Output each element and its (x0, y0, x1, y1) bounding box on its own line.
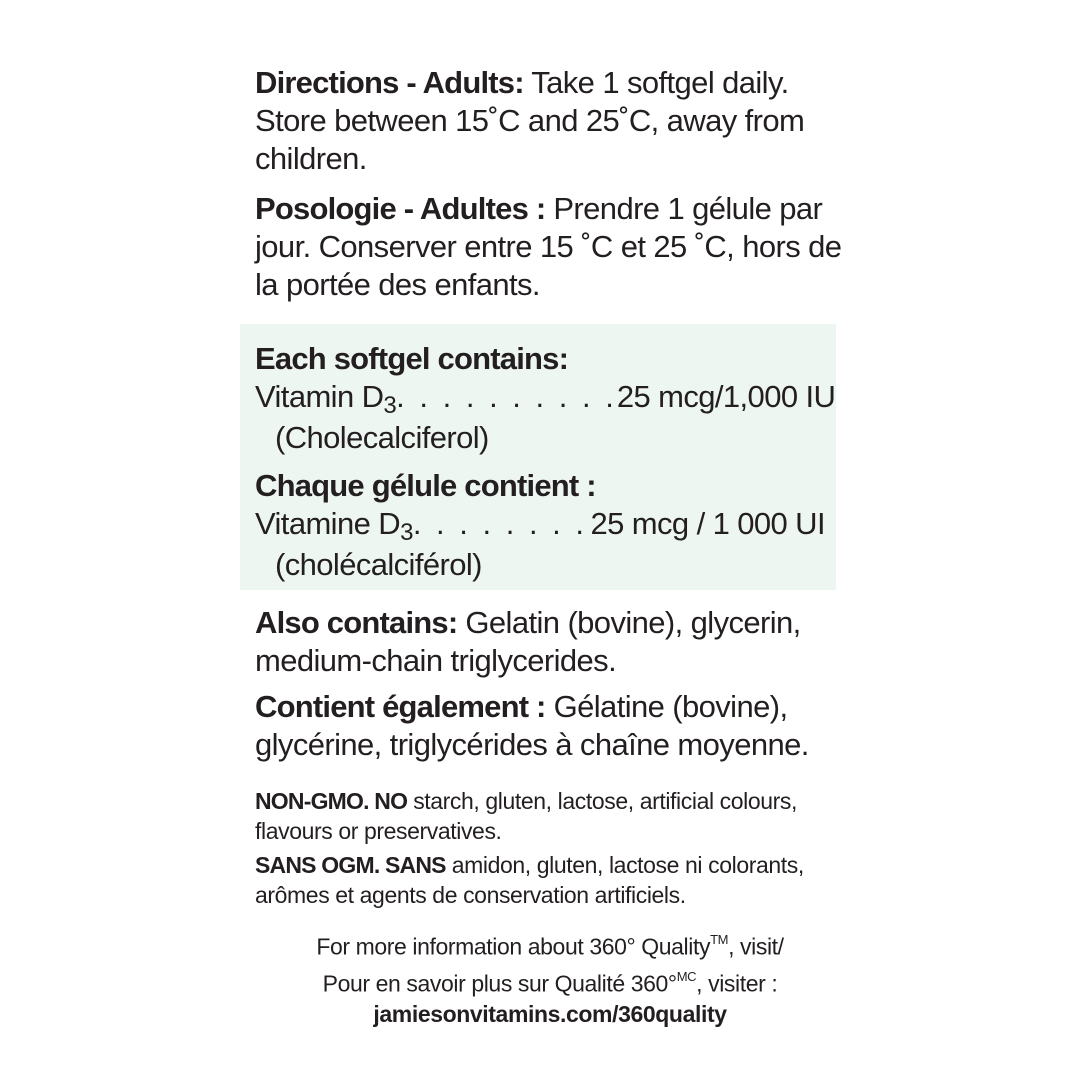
ingredient-fr-name: Vitamine D (255, 506, 401, 541)
ingredient-fr-subscript: 3 (400, 519, 413, 546)
also-contains-fr-text: Gélatine (bovine), glycérine, triglycérides à chaîne moyenne. (255, 689, 809, 762)
free-from-fr (255, 850, 845, 910)
directions-en (255, 64, 845, 178)
free-from-fr-heading: SANS OGM. SANS (255, 852, 446, 878)
free-from-en-text: starch, gluten, lactose, artificial colours, flavours or preservatives. (255, 788, 797, 844)
ingredient-row-en (255, 378, 836, 419)
ingredient-fr-amount: 25 mcg / 1 000 UI (590, 506, 825, 541)
ingredients-fr-heading: Chaque gélule contient : (255, 468, 596, 503)
directions-fr (255, 190, 845, 304)
ingredient-fr-leader-dots: . . . . . . . . (412, 506, 588, 541)
footer-line-fr: Pour en savoir plus sur Qualité 360°$^{MC}$, visiter : (322, 968, 778, 997)
also-contains-fr-heading: Contient également : (255, 689, 546, 724)
directions-en-heading: Directions - Adults: (255, 65, 524, 100)
directions-fr-heading: Posologie - Adultes : (255, 191, 546, 226)
ingredient-en-leader-dots: . . . . . . . . . . (396, 379, 617, 414)
ingredient-row-fr (255, 505, 825, 546)
directions-en-text: Take 1 softgel daily. Store between 15˚C and 25˚C, away from children. (255, 65, 805, 176)
also-contains-en (255, 604, 845, 680)
quality-url-link[interactable]: jamiesonvitamins.com/360quality (373, 1001, 727, 1028)
ingredient-en-subscript: 3 (383, 392, 397, 419)
quality-info-footer (215, 926, 885, 1030)
directions-fr-text: Prendre 1 gélule par jour. Conserver entre 15 ˚C et 25 ˚C, hors de la portée des enfants. (255, 191, 842, 302)
footer-line-en: For more information about 360° Quality™, visit/ (316, 932, 784, 960)
trademark-mark: TM (710, 932, 729, 947)
free-from-en-heading: NON-GMO. NO (255, 788, 408, 814)
also-contains-en-text: Gelatin (bovine), glycerin, medium-chain triglycerides. (255, 605, 801, 678)
ingredient-fr-source: (cholécalciférol) (275, 547, 482, 582)
marque-de-commerce-mark: MC (676, 968, 697, 984)
ingredient-en-amount: 25 mcg/1,000 IU (616, 379, 836, 414)
ingredient-en-name: Vitamin D (255, 379, 384, 414)
ingredients-en-heading: Each softgel contains: (255, 341, 569, 376)
also-contains-en-heading: Also contains: (255, 605, 458, 640)
ingredient-en-source: (Cholecalciferol) (275, 420, 489, 455)
free-from-fr-text: amidon, gluten, lactose ni colorants, arômes et agents de conservation artificiels. (255, 852, 804, 908)
also-contains-fr (255, 688, 845, 764)
medicinal-ingredients-panel (240, 324, 836, 590)
free-from-en (255, 786, 845, 846)
